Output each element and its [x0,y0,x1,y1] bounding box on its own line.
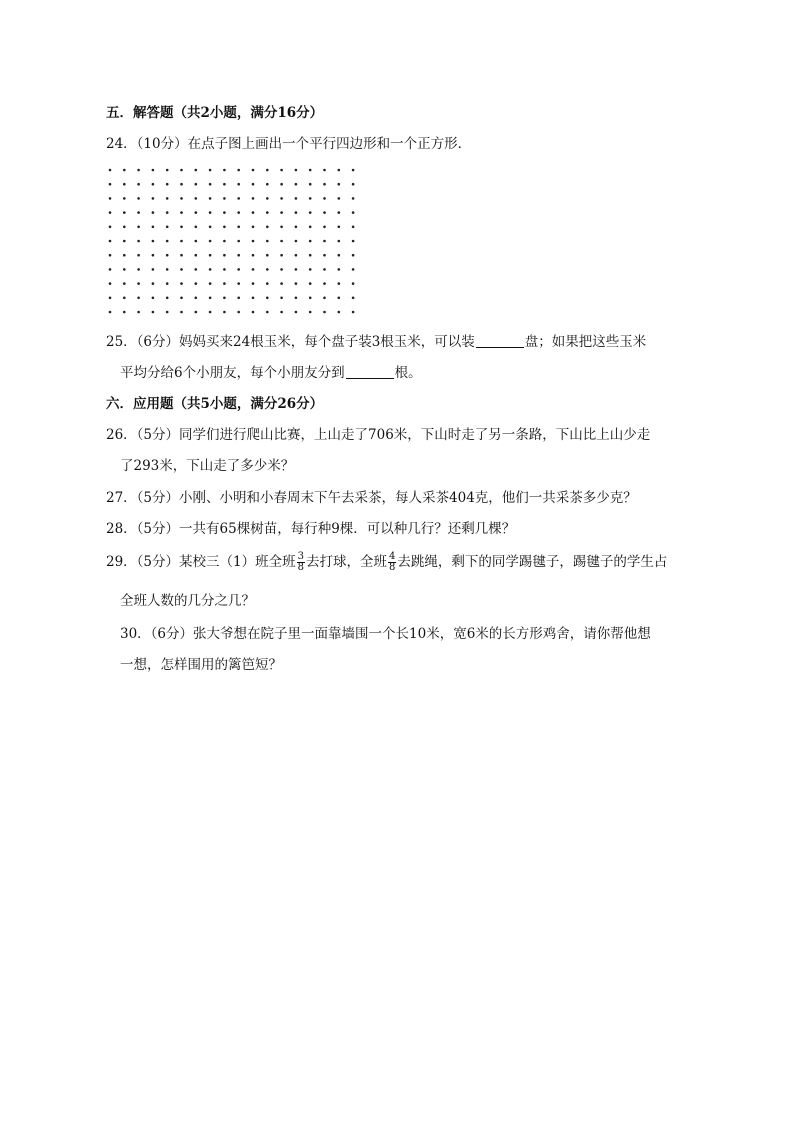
grid-dot [252,282,255,285]
grid-dot [195,254,198,257]
grid-dot [223,211,226,214]
grid-dot [223,254,226,257]
grid-dot [152,183,155,186]
grid-dot [152,268,155,271]
question-29-line2: 全班人数的几分之几？ [120,593,255,609]
grid-dot [123,183,126,186]
grid-dot [295,254,298,257]
grid-dot [252,169,255,172]
grid-dot [266,197,269,200]
grid-dot [352,254,355,257]
grid-dot [109,254,112,257]
grid-dot [209,282,212,285]
grid-dot [137,297,140,300]
grid-dot [166,311,169,314]
frac1-denominator: 8 [297,562,304,573]
grid-dot [123,240,126,243]
grid-dot [266,297,269,300]
grid-dot [352,268,355,271]
grid-dot [195,311,198,314]
grid-dot [266,282,269,285]
grid-dot [180,211,183,214]
grid-dot [338,183,341,186]
grid-dot [338,311,341,314]
grid-dot [209,197,212,200]
grid-dot [237,297,240,300]
grid-dot [338,211,341,214]
grid-dot [352,211,355,214]
grid-dot [180,311,183,314]
grid-dot [123,211,126,214]
grid-dot [252,268,255,271]
dot-grid[interactable] [108,166,358,318]
grid-dot [323,282,326,285]
q25-text-d: 根。 [394,365,422,381]
grid-dot [109,268,112,271]
grid-dot [195,169,198,172]
grid-dot [352,240,355,243]
grid-dot [209,226,212,229]
grid-dot [237,197,240,200]
question-25-line2 [120,364,422,382]
grid-dot [223,197,226,200]
grid-dot [237,282,240,285]
grid-dot [252,297,255,300]
grid-dot [137,183,140,186]
grid-dot [152,240,155,243]
grid-dot [180,268,183,271]
grid-dot [152,297,155,300]
grid-dot [166,183,169,186]
grid-dot [209,311,212,314]
grid-dot [266,268,269,271]
grid-dot [252,226,255,229]
grid-dot [166,254,169,257]
grid-dot [338,268,341,271]
grid-dot [309,211,312,214]
grid-dot [123,268,126,271]
grid-dot [195,282,198,285]
grid-dot [295,311,298,314]
grid-dot [180,282,183,285]
grid-dot [323,297,326,300]
grid-dot [109,240,112,243]
grid-dot [237,240,240,243]
grid-dot [209,211,212,214]
answer-blank-each[interactable] [346,364,394,379]
grid-dot [166,226,169,229]
grid-dot [137,268,140,271]
grid-dot [280,226,283,229]
grid-dot [295,211,298,214]
grid-dot [195,197,198,200]
grid-dot [309,282,312,285]
question-30-line1: 30．（6分）张大爷想在院子里一面靠墙围一个长10米，宽6米的长方形鸡舍，请你帮他想 [120,626,651,642]
grid-dot [123,169,126,172]
grid-dot [266,183,269,186]
question-25-line1 [106,333,646,351]
grid-dot [223,226,226,229]
grid-dot [166,169,169,172]
grid-dot [295,183,298,186]
grid-dot [309,268,312,271]
question-26-line1: 26．（5分）同学们进行爬山比赛，上山走了706米，下山时走了另一条路，下山比上山少走 [106,427,651,443]
grid-dot [323,211,326,214]
grid-dot [152,169,155,172]
grid-dot [195,226,198,229]
q29-text-a: 29．（5分）某校三（1）班全班 [106,554,296,570]
grid-dot [280,197,283,200]
grid-dot [223,282,226,285]
grid-dot [123,297,126,300]
grid-dot [223,169,226,172]
grid-dot [123,311,126,314]
grid-dot [252,254,255,257]
grid-dot [352,169,355,172]
grid-dot [209,268,212,271]
grid-dot [309,254,312,257]
grid-dot [338,254,341,257]
grid-dot [295,297,298,300]
grid-dot [338,240,341,243]
grid-dot [152,311,155,314]
grid-dot [237,211,240,214]
grid-dot [252,211,255,214]
grid-dot [323,169,326,172]
grid-dot [295,268,298,271]
grid-dot [323,197,326,200]
grid-dot [252,311,255,314]
grid-dot [152,211,155,214]
grid-dot [209,183,212,186]
grid-dot [280,183,283,186]
grid-dot [323,254,326,257]
grid-dot [109,282,112,285]
grid-dot [323,311,326,314]
grid-dot [195,211,198,214]
grid-dot [338,297,341,300]
grid-dot [352,297,355,300]
grid-dot [309,183,312,186]
grid-dot [180,183,183,186]
question-24: 24．（10分）在点子图上画出一个平行四边形和一个正方形． [106,136,472,152]
grid-dot [237,254,240,257]
grid-dot [180,226,183,229]
grid-dot [137,282,140,285]
grid-dot [109,297,112,300]
grid-dot [123,197,126,200]
grid-dot [266,254,269,257]
grid-dot [166,197,169,200]
grid-dot [166,268,169,271]
grid-dot [352,197,355,200]
grid-dot [309,169,312,172]
frac1-numerator: 3 [297,551,304,562]
grid-dot [123,254,126,257]
grid-dot [152,226,155,229]
grid-dot [338,197,341,200]
grid-dot [209,254,212,257]
grid-dot [180,197,183,200]
grid-dot [223,268,226,271]
grid-dot [323,240,326,243]
question-30-line2: 一想，怎样围用的篱笆短？ [120,657,282,673]
grid-dot [137,169,140,172]
q25-text-b: 盘；如果把这些玉米 [524,334,647,350]
grid-dot [137,240,140,243]
fraction-three-eighths [297,552,305,573]
grid-dot [309,226,312,229]
grid-dot [338,282,341,285]
grid-dot [109,169,112,172]
grid-dot [280,211,283,214]
q29-text-c: 去跳绳，剩下的同学踢毽子，踢毽子的学生占 [397,554,668,570]
grid-dot [223,183,226,186]
q25-text-c: 平均分给6个小朋友，每个小朋友分到 [120,365,345,381]
grid-dot [180,297,183,300]
grid-dot [195,240,198,243]
grid-dot [295,226,298,229]
grid-dot [280,169,283,172]
grid-dot [209,240,212,243]
grid-dot [166,240,169,243]
grid-dot [338,226,341,229]
grid-dot [109,311,112,314]
grid-dot [280,282,283,285]
question-29-line1 [106,552,667,573]
grid-dot [223,297,226,300]
grid-dot [109,183,112,186]
question-27: 27．（5分）小刚、小明和小春周末下午去采茶，每人采茶404克，他们一共采茶多少克？ [106,490,637,506]
section5-title: 五．解答题（共2小题，满分16分） [106,105,324,121]
grid-dot [180,169,183,172]
grid-dot [237,268,240,271]
grid-dot [309,297,312,300]
section6-title: 六．应用题（共5小题，满分26分） [106,396,324,412]
q29-text-b: 去打球，全班 [305,554,387,570]
q25-text-a: 25．（6分）妈妈买来24根玉米，每个盘子装3根玉米，可以装 [106,334,475,350]
grid-dot [195,183,198,186]
grid-dot [252,183,255,186]
grid-dot [237,226,240,229]
grid-dot [209,297,212,300]
grid-dot [352,311,355,314]
grid-dot [209,169,212,172]
grid-dot [266,226,269,229]
frac2-denominator: 8 [388,562,396,573]
grid-dot [280,254,283,257]
grid-dot [223,311,226,314]
grid-dot [137,254,140,257]
grid-dot [280,297,283,300]
grid-dot [123,226,126,229]
grid-dot [137,211,140,214]
grid-dot [237,183,240,186]
grid-dot [195,297,198,300]
grid-dot [309,311,312,314]
grid-dot [137,226,140,229]
grid-dot [323,268,326,271]
grid-dot [352,282,355,285]
grid-dot [266,240,269,243]
grid-dot [195,268,198,271]
grid-dot [152,197,155,200]
grid-dot [109,226,112,229]
grid-dot [266,169,269,172]
grid-dot [166,282,169,285]
grid-dot [323,226,326,229]
grid-dot [280,240,283,243]
grid-dot [166,297,169,300]
answer-blank-plates[interactable] [476,333,524,348]
grid-dot [180,240,183,243]
grid-dot [323,183,326,186]
grid-dot [352,183,355,186]
grid-dot [109,197,112,200]
grid-dot [352,226,355,229]
grid-dot [180,254,183,257]
grid-dot [223,240,226,243]
grid-dot [252,240,255,243]
question-26-line2: 了293米，下山走了多少米？ [120,458,295,474]
grid-dot [237,311,240,314]
grid-dot [252,197,255,200]
grid-dot [237,169,240,172]
grid-dot [338,169,341,172]
grid-dot [295,240,298,243]
grid-dot [309,197,312,200]
grid-dot [137,197,140,200]
question-28: 28．（5分）一共有65棵树苗，每行种9棵．可以种几行？还剩几棵？ [106,521,516,537]
fraction-four-eighths [388,552,396,573]
grid-dot [295,197,298,200]
grid-dot [137,311,140,314]
grid-dot [280,311,283,314]
grid-dot [280,268,283,271]
grid-dot [152,254,155,257]
grid-dot [266,211,269,214]
grid-dot [109,211,112,214]
grid-dot [123,282,126,285]
grid-dot [166,211,169,214]
frac2-numerator: 4 [388,551,396,562]
grid-dot [295,169,298,172]
grid-dot [152,282,155,285]
grid-dot [266,311,269,314]
grid-dot [295,282,298,285]
grid-dot [309,240,312,243]
